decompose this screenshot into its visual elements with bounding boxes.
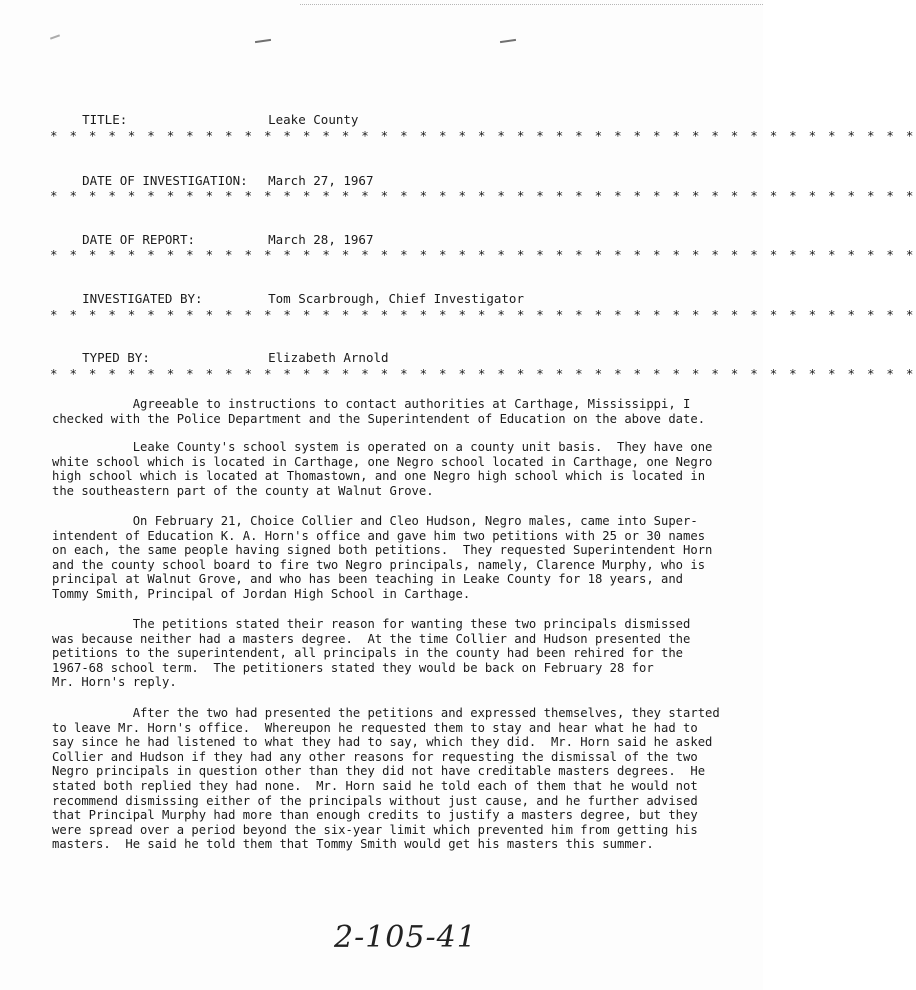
date-investigation-value: March 27, 1967 [268, 173, 374, 188]
scan-mark [255, 39, 271, 43]
typed-by-label: TYPED BY: [82, 350, 150, 365]
paragraph-line: checked with the Police Department and the Superintendent of Education on the above date. [52, 411, 706, 426]
scan-mark [500, 39, 516, 43]
paragraph-line: Collier and Hudson if they had any other reasons for requesting the dismissal of the two [52, 749, 698, 764]
paragraph-line: say since he had listened to what they had to say, which they did. Mr. Horn said he asked [52, 735, 713, 750]
paragraph-line: principal at Walnut Grove, and who has been teaching in Leake County for 18 years, and [52, 572, 684, 587]
separator: * * * * * * * * * * * * * * * * * * * * * * * * * * * * * * * * * * * * * * * * * * * * * [50, 128, 916, 143]
date-investigation-label: DATE OF INVESTIGATION: [82, 173, 248, 188]
paragraph-2 [52, 440, 732, 498]
paragraph-line: masters. He said he told them that Tommy Smith would get his masters this summer. [52, 837, 654, 852]
paragraph-line: Mr. Horn's reply. [52, 675, 177, 690]
paragraph-line: petitions to the superintendent, all principals in the county had been rehired for the [52, 646, 684, 661]
paragraph-1 [52, 397, 732, 426]
paragraph-line: high school which is located at Thomastown, and one Negro high school which is located in [52, 469, 706, 484]
separator: * * * * * * * * * * * * * * * * * * * * * * * * * * * * * * * * * * * * * * * * * * * * * [50, 188, 916, 203]
paragraph-line: After the two had presented the petitions and expressed themselves, they started [52, 706, 720, 720]
paragraph-line: that Principal Murphy had more than enough credits to justify a masters degree, but they [52, 808, 698, 823]
paragraph-4 [52, 617, 732, 690]
date-report-label: DATE OF REPORT: [82, 232, 195, 247]
paragraph-line: and the county school board to fire two Negro principals, namely, Clarence Murphy, who is [52, 557, 706, 572]
title-label: TITLE: [82, 112, 128, 127]
paragraph-5 [52, 706, 732, 852]
handwritten-document-number: 2-105-41 [334, 920, 477, 955]
paragraph-line: recommend dismissing either of the principals without just cause, and he further advised [52, 793, 698, 808]
typed-by-value: Elizabeth Arnold [268, 350, 389, 365]
paragraph-line: were spread over a period beyond the six-year limit which prevented him from getting his [52, 822, 698, 837]
paragraph-line: stated both replied they had none. Mr. Horn said he told each of them that he would not [52, 778, 698, 793]
scan-mark [50, 34, 60, 39]
paragraph-line: was because neither had a masters degree. At the time Collier and Hudson presented the [52, 631, 691, 646]
paragraph-line: Agreeable to instructions to contact authorities at Carthage, Mississippi, I [52, 397, 691, 411]
separator: * * * * * * * * * * * * * * * * * * * * * * * * * * * * * * * * * * * * * * * * * * * * * [50, 247, 916, 262]
paragraph-line: to leave Mr. Horn's office. Whereupon he requested them to stay and hear what he had to [52, 720, 698, 735]
paragraph-line: Leake County's school system is operated on a county unit basis. They have one [52, 440, 713, 454]
paragraph-line: on each, the same people having signed both petitions. They requested Superintendent Horn [52, 543, 713, 558]
date-report-value: March 28, 1967 [268, 232, 374, 247]
separator: * * * * * * * * * * * * * * * * * * * * * * * * * * * * * * * * * * * * * * * * * * * * * [50, 366, 916, 381]
paragraph-line: Negro principals in question other than they did not have creditable masters degrees. He [52, 764, 706, 779]
paragraph-3 [52, 514, 732, 602]
title-value: Leake County [268, 112, 359, 127]
paragraph-line: Tommy Smith, Principal of Jordan High School in Carthage. [52, 586, 471, 601]
investigated-by-value: Tom Scarbrough, Chief Investigator [268, 291, 524, 306]
investigated-by-label: INVESTIGATED BY: [82, 291, 203, 306]
paragraph-line: 1967-68 school term. The petitioners stated they would be back on February 28 for [52, 660, 654, 675]
paragraph-line: On February 21, Choice Collier and Cleo Hudson, Negro males, came into Super- [52, 514, 698, 528]
paragraph-line: The petitions stated their reason for wanting these two principals dismissed [52, 617, 691, 631]
paragraph-line: white school which is located in Carthage, one Negro school located in Carthage, one Negro [52, 454, 713, 469]
paragraph-line: the southeastern part of the county at Walnut Grove. [52, 483, 434, 498]
paragraph-line: intendent of Education K. A. Horn's office and gave him two petitions with 25 or 30 names [52, 528, 706, 543]
scan-artifact-top [300, 0, 763, 5]
separator: * * * * * * * * * * * * * * * * * * * * * * * * * * * * * * * * * * * * * * * * * * * * * [50, 307, 916, 322]
